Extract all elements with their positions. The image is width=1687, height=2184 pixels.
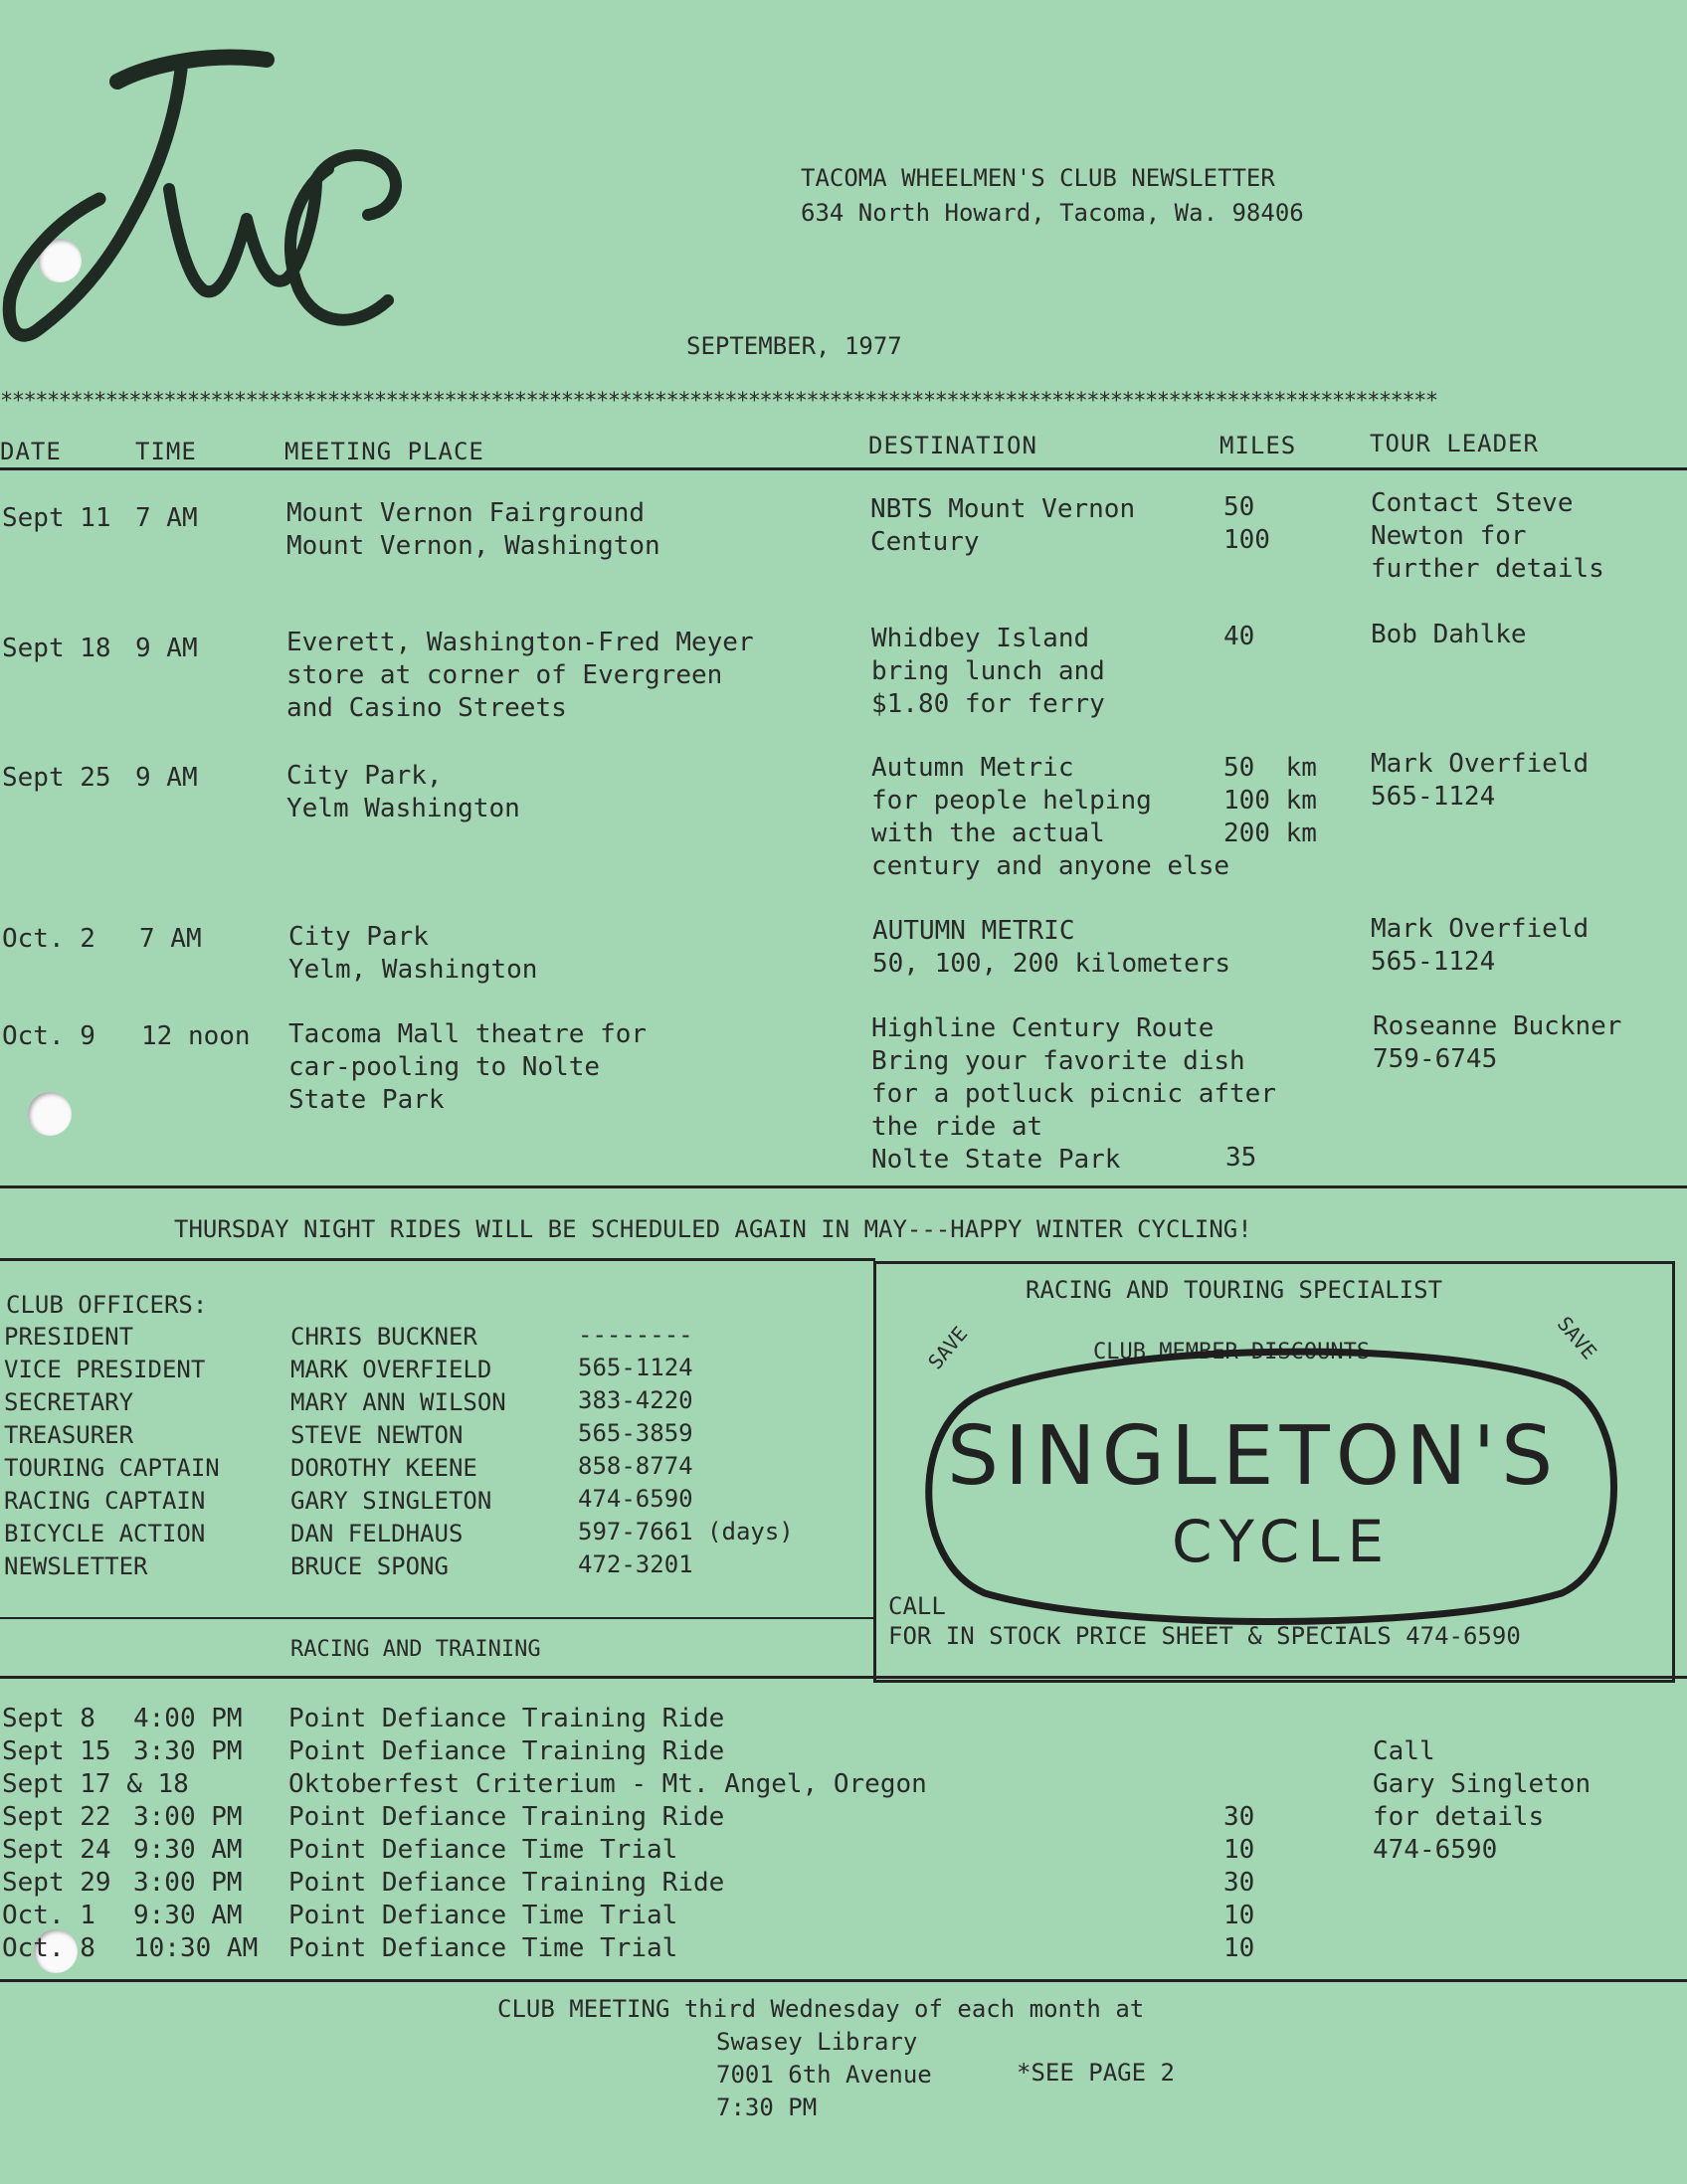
- stamp-store-name: SINGLETON'S: [947, 1409, 1560, 1504]
- col-header-miles: MILES: [1219, 432, 1297, 459]
- racing-time: 3:00 PM: [133, 1868, 243, 1898]
- row-time: 12 noon: [141, 1021, 251, 1051]
- col-header-leader: TOUR LEADER: [1370, 430, 1539, 457]
- racing-miles: 10: [1223, 1835, 1255, 1865]
- officer-name: BRUCE SPONG: [290, 1552, 449, 1580]
- header-rule: [0, 467, 1687, 470]
- row-time: 7 AM: [139, 924, 202, 954]
- row-leader: Contact Steve Newton for further details: [1371, 488, 1604, 584]
- racing-bottom-rule: [0, 1979, 1687, 1982]
- officers-bottom-rule: [0, 1617, 875, 1619]
- racing-date: Sept 22: [2, 1802, 111, 1832]
- officer-name: STEVE NEWTON: [290, 1421, 464, 1449]
- row-leader: Roseanne Buckner 759-6745: [1373, 1011, 1622, 1074]
- officer-phone: 383-4220: [578, 1386, 693, 1414]
- racing-time: 9:30 AM: [133, 1835, 243, 1865]
- racing-miles: 10: [1223, 1933, 1255, 1963]
- racing-date: Sept 17 & 18: [2, 1769, 189, 1799]
- racing-rule: [0, 1676, 1687, 1679]
- officer-role: NEWSLETTER: [4, 1552, 148, 1580]
- col-header-destination: DESTINATION: [868, 432, 1037, 459]
- officer-phone: 565-1124: [578, 1354, 693, 1381]
- ad-discount-text: CLUB MEMBER DISCOUNTS: [1093, 1340, 1371, 1365]
- meeting-time: 7:30 PM: [716, 2093, 818, 2121]
- col-header-date: DATE: [0, 438, 62, 465]
- row-place: Everett, Washington-Fred Meyer store at corner of Evergreen and Casino Streets: [286, 628, 754, 723]
- officer-name: MARK OVERFIELD: [290, 1356, 492, 1383]
- officer-name: DOROTHY KEENE: [290, 1454, 477, 1482]
- row-date: Sept 18: [2, 634, 111, 663]
- officer-phone: 472-3201: [578, 1550, 693, 1578]
- officer-role: VICE PRESIDENT: [4, 1356, 206, 1383]
- racing-contact: Call Gary Singleton for details 474-6590: [1373, 1736, 1592, 1865]
- row-miles: 50 km 100 km 200 km: [1223, 753, 1317, 848]
- racing-event: Oktoberfest Criterium - Mt. Angel, Oregon: [288, 1769, 927, 1799]
- racing-event: Point Defiance Time Trial: [288, 1835, 678, 1865]
- officer-name: GARY SINGLETON: [290, 1487, 492, 1515]
- row-destination: AUTUMN METRIC 50, 100, 200 kilometers: [872, 916, 1231, 979]
- racing-date: Oct. 1: [2, 1901, 95, 1930]
- meeting-address: 7001 6th Avenue: [716, 2061, 932, 2089]
- row-miles: 35: [1225, 1143, 1257, 1173]
- stamp-cycle-text: CYCLE: [1172, 1508, 1393, 1575]
- row-place: Tacoma Mall theatre for car-pooling to Nolte State Park: [288, 1019, 648, 1115]
- row-leader: Bob Dahlke: [1371, 620, 1527, 649]
- row-date: Oct. 2: [2, 924, 95, 954]
- row-time: 9 AM: [135, 634, 198, 663]
- racing-date: Oct. 8: [2, 1933, 95, 1963]
- racing-event: Point Defiance Training Ride: [288, 1704, 725, 1733]
- racing-date: Sept 24: [2, 1835, 111, 1865]
- racing-heading: RACING AND TRAINING: [290, 1637, 541, 1662]
- racing-time: 9:30 AM: [133, 1901, 243, 1930]
- ad-save-right: SAVE: [1552, 1312, 1602, 1365]
- officer-name: DAN FELDHAUS: [290, 1520, 464, 1547]
- col-header-place: MEETING PLACE: [284, 438, 484, 465]
- officer-role: RACING CAPTAIN: [4, 1487, 206, 1515]
- meeting-see-page: *SEE PAGE 2: [1017, 2059, 1175, 2087]
- row-date: Sept 25: [2, 763, 111, 793]
- ad-call-label: CALL: [888, 1592, 946, 1620]
- notice-rule: [0, 1258, 875, 1261]
- row-miles: 40: [1223, 622, 1255, 651]
- officer-phone: 597-7661 (days): [578, 1518, 794, 1546]
- row-place: Mount Vernon Fairground Mount Vernon, Washington: [286, 498, 660, 561]
- officer-name: CHRIS BUCKNER: [290, 1323, 477, 1351]
- row-place: City Park, Yelm Washington: [286, 761, 520, 823]
- twc-logo: [0, 30, 438, 378]
- officer-phone: --------: [578, 1321, 693, 1349]
- racing-event: Point Defiance Training Ride: [288, 1802, 725, 1832]
- row-destination: NBTS Mount Vernon Century: [870, 494, 1136, 557]
- issue-date: SEPTEMBER, 1977: [686, 332, 902, 360]
- row-date: Sept 11: [2, 503, 111, 533]
- row-time: 9 AM: [135, 763, 198, 793]
- punch-hole-middle: [28, 1092, 72, 1136]
- officer-role: SECRETARY: [4, 1388, 134, 1416]
- racing-date: Sept 29: [2, 1868, 111, 1898]
- row-destination: Whidbey Island bring lunch and $1.80 for ferry: [871, 624, 1105, 719]
- thursday-notice: THURSDAY NIGHT RIDES WILL BE SCHEDULED AGAIN IN MAY---HAPPY WINTER CYCLING!: [174, 1215, 1252, 1243]
- racing-event: Point Defiance Time Trial: [288, 1933, 678, 1963]
- row-destination: Highline Century Route Bring your favorite dish for a potluck picnic after the ride at Nolte State Park: [871, 1013, 1276, 1175]
- racing-miles: 10: [1223, 1901, 1255, 1930]
- meeting-library: Swasey Library: [716, 2028, 918, 2056]
- ad-footer-text: FOR IN STOCK PRICE SHEET & SPECIALS 474-6590: [888, 1622, 1521, 1650]
- ad-specialist-text: RACING AND TOURING SPECIALIST: [1026, 1276, 1443, 1304]
- racing-event: Point Defiance Time Trial: [288, 1901, 678, 1930]
- racing-miles: 30: [1223, 1868, 1255, 1898]
- racing-event: Point Defiance Training Ride: [288, 1736, 725, 1766]
- racing-time: 3:00 PM: [133, 1802, 243, 1832]
- racing-time: 3:30 PM: [133, 1736, 243, 1766]
- officer-phone: 858-8774: [578, 1452, 693, 1480]
- officers-heading: CLUB OFFICERS:: [6, 1291, 208, 1319]
- row-leader: Mark Overfield 565-1124: [1371, 749, 1590, 812]
- row-destination: Autumn Metric for people helping with the actual century and anyone else: [871, 753, 1230, 881]
- racing-miles: 30: [1223, 1802, 1255, 1832]
- officer-role: BICYCLE ACTION: [4, 1520, 206, 1547]
- newsletter-title: TACOMA WHEELMEN'S CLUB NEWSLETTER: [801, 164, 1275, 192]
- row-leader: Mark Overfield 565-1124: [1371, 914, 1590, 977]
- officer-phone: 474-6590: [578, 1485, 693, 1513]
- meeting-line-1: CLUB MEETING third Wednesday of each month at: [497, 1995, 1145, 2023]
- col-header-time: TIME: [135, 438, 197, 465]
- officer-phone: 565-3859: [578, 1419, 693, 1447]
- racing-time: 10:30 AM: [133, 1933, 259, 1963]
- club-address: 634 North Howard, Tacoma, Wa. 98406: [801, 199, 1304, 227]
- officer-role: TOURING CAPTAIN: [4, 1454, 220, 1482]
- row-date: Oct. 9: [2, 1021, 95, 1051]
- racing-date: Sept 8: [2, 1704, 95, 1733]
- officer-name: MARY ANN WILSON: [290, 1388, 506, 1416]
- officer-role: TREASURER: [4, 1421, 134, 1449]
- racing-event: Point Defiance Training Ride: [288, 1868, 725, 1898]
- schedule-bottom-rule: [0, 1185, 1687, 1188]
- officer-role: PRESIDENT: [4, 1323, 134, 1351]
- row-miles: 50 100: [1223, 492, 1270, 555]
- row-time: 7 AM: [135, 503, 198, 533]
- star-divider: ***************************************************************************************************************************: [0, 390, 1437, 414]
- racing-time: 4:00 PM: [133, 1704, 243, 1733]
- row-place: City Park Yelm, Washington: [288, 922, 538, 985]
- racing-date: Sept 15: [2, 1736, 111, 1766]
- ad-save-left: SAVE: [923, 1322, 973, 1374]
